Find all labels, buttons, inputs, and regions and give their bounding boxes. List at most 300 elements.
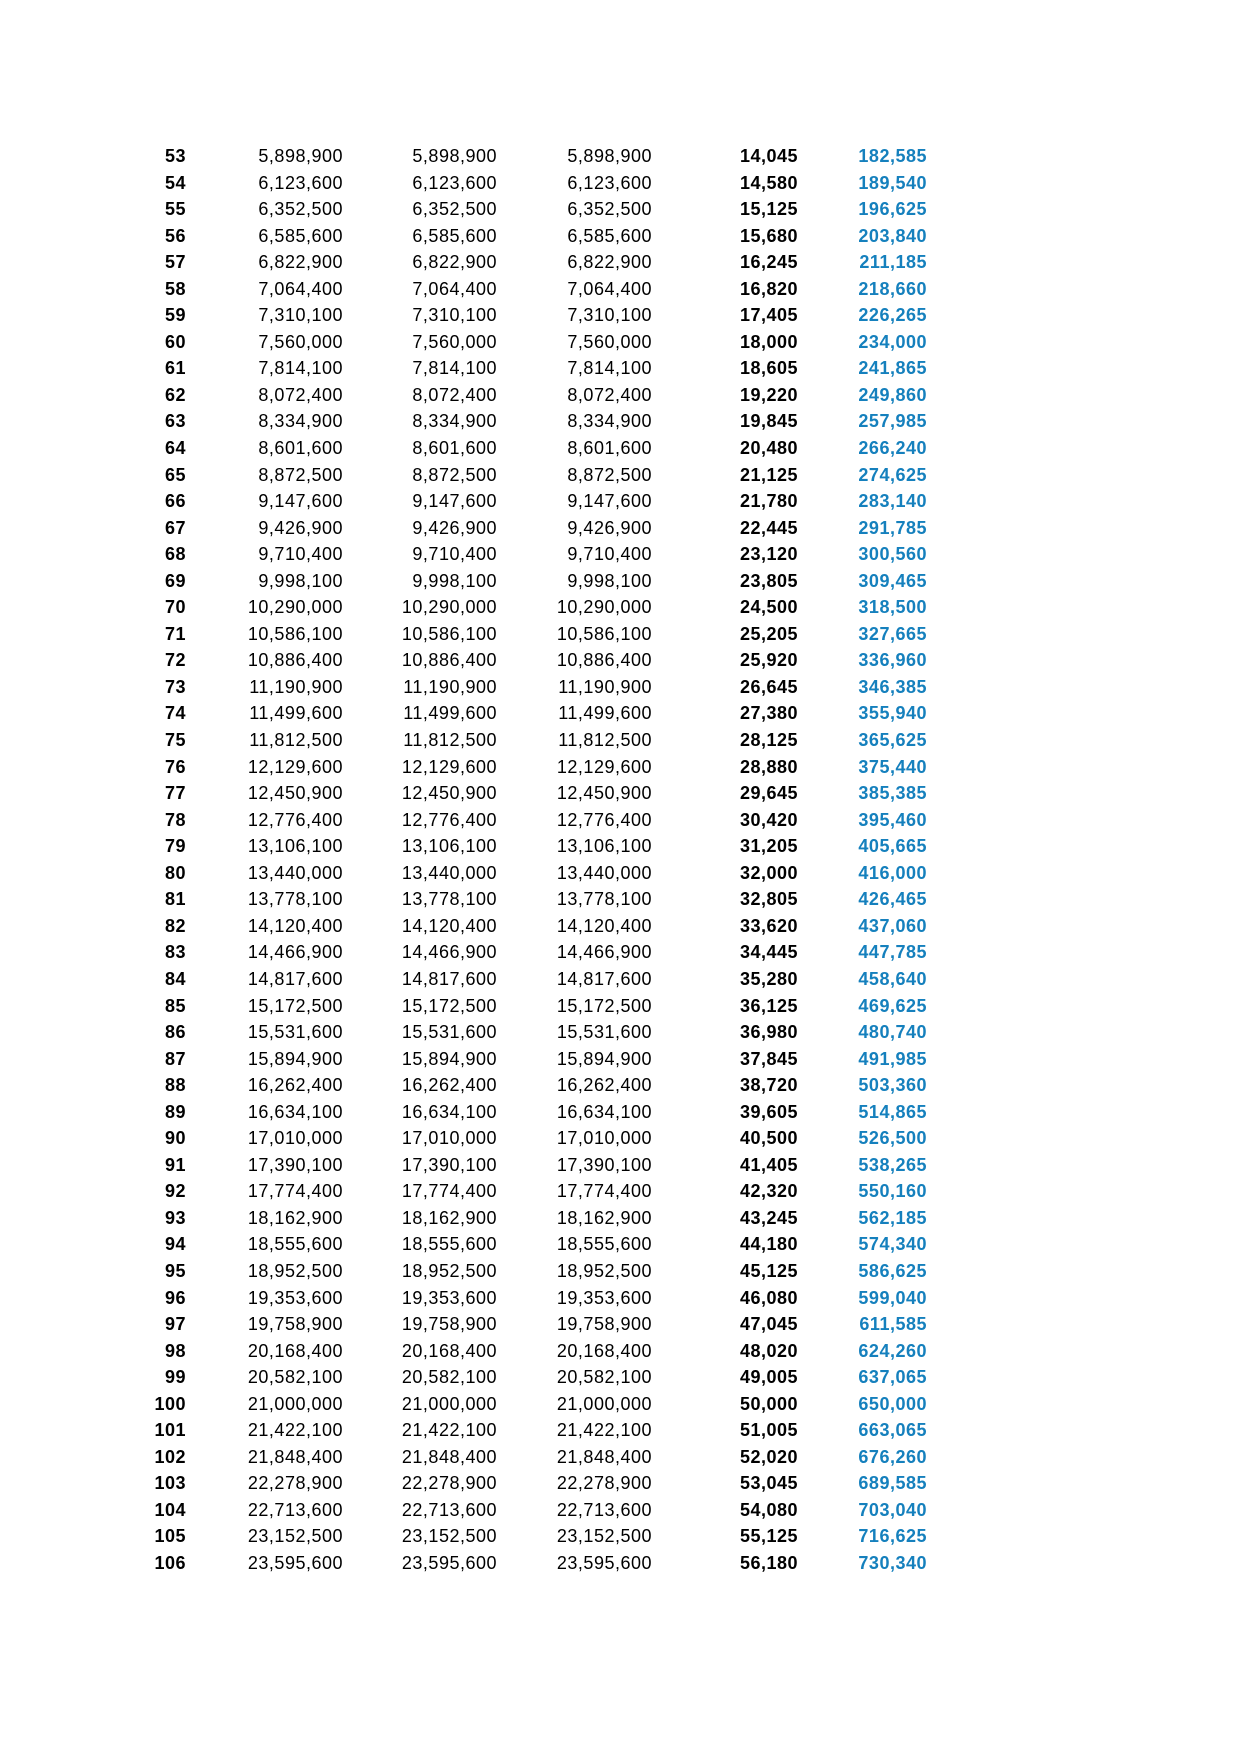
table-row — [0, 515, 927, 542]
value-col-1: 20,168,400 — [247, 1340, 343, 1361]
value-col-3: 15,894,900 — [556, 1048, 652, 1069]
value-col-1: 21,422,100 — [247, 1420, 343, 1441]
table-row — [0, 1550, 927, 1577]
bold-value: 48,020 — [739, 1340, 798, 1361]
value-col-1: 7,560,000 — [258, 331, 343, 352]
highlight-value: 257,985 — [858, 411, 927, 432]
highlight-value: 395,460 — [858, 809, 927, 830]
row-number: 57 — [164, 252, 186, 273]
value-col-1: 8,334,900 — [258, 411, 343, 432]
value-col-1: 10,586,100 — [247, 623, 343, 644]
value-col-3: 18,952,500 — [556, 1260, 652, 1281]
value-col-2: 17,010,000 — [401, 1128, 497, 1149]
value-col-3: 19,758,900 — [556, 1314, 652, 1335]
bold-value: 40,500 — [739, 1128, 798, 1149]
row-number: 97 — [164, 1314, 186, 1335]
highlight-value: 550,160 — [858, 1181, 927, 1202]
table-row — [0, 143, 927, 170]
bold-value: 33,620 — [739, 915, 798, 936]
value-col-2: 16,262,400 — [401, 1075, 497, 1096]
table-row — [0, 1125, 927, 1152]
highlight-value: 637,065 — [858, 1367, 927, 1388]
table-row — [0, 939, 927, 966]
table-row — [0, 1205, 927, 1232]
value-col-2: 9,426,900 — [412, 517, 497, 538]
bold-value: 19,220 — [739, 384, 798, 405]
table-row — [0, 993, 927, 1020]
value-col-3: 20,582,100 — [556, 1367, 652, 1388]
highlight-value: 586,625 — [858, 1260, 927, 1281]
bold-value: 16,820 — [739, 278, 798, 299]
value-col-2: 7,310,100 — [412, 305, 497, 326]
bold-value: 36,125 — [739, 995, 798, 1016]
value-col-2: 6,123,600 — [412, 172, 497, 193]
bold-value: 54,080 — [739, 1499, 798, 1520]
highlight-value: 274,625 — [858, 464, 927, 485]
bold-value: 53,045 — [739, 1473, 798, 1494]
value-col-1: 6,822,900 — [258, 252, 343, 273]
value-col-1: 12,776,400 — [247, 809, 343, 830]
value-col-3: 20,168,400 — [556, 1340, 652, 1361]
highlight-value: 624,260 — [858, 1340, 927, 1361]
bold-value: 44,180 — [739, 1234, 798, 1255]
bold-value: 29,645 — [739, 783, 798, 804]
highlight-value: 283,140 — [858, 491, 927, 512]
highlight-value: 336,960 — [858, 650, 927, 671]
value-col-2: 14,817,600 — [401, 968, 497, 989]
bold-value: 47,045 — [739, 1314, 798, 1335]
row-number: 93 — [164, 1207, 186, 1228]
value-col-3: 22,278,900 — [556, 1473, 652, 1494]
value-col-2: 17,390,100 — [401, 1154, 497, 1175]
bold-value: 16,245 — [739, 252, 798, 273]
bold-value: 20,480 — [739, 438, 798, 459]
value-col-3: 21,000,000 — [556, 1393, 652, 1414]
value-col-3: 7,310,100 — [567, 305, 652, 326]
highlight-value: 249,860 — [858, 384, 927, 405]
highlight-value: 182,585 — [858, 146, 927, 166]
value-col-2: 10,290,000 — [401, 597, 497, 618]
highlight-value: 650,000 — [858, 1393, 927, 1414]
table-row — [0, 1364, 927, 1391]
value-col-3: 22,713,600 — [556, 1499, 652, 1520]
value-col-1: 22,713,600 — [247, 1499, 343, 1520]
row-number: 71 — [164, 623, 186, 644]
table-row — [0, 302, 927, 329]
row-number: 104 — [154, 1499, 186, 1520]
value-col-1: 13,106,100 — [247, 836, 343, 857]
value-col-2: 13,778,100 — [401, 889, 497, 910]
value-col-2: 10,886,400 — [401, 650, 497, 671]
row-number: 59 — [164, 305, 186, 326]
table-row — [0, 886, 927, 913]
highlight-value: 226,265 — [858, 305, 927, 326]
value-col-1: 18,555,600 — [247, 1234, 343, 1255]
value-col-1: 14,120,400 — [247, 915, 343, 936]
value-col-2: 22,713,600 — [401, 1499, 497, 1520]
value-col-3: 16,634,100 — [556, 1101, 652, 1122]
value-col-2: 9,147,600 — [412, 491, 497, 512]
value-col-3: 21,848,400 — [556, 1446, 652, 1467]
highlight-value: 218,660 — [858, 278, 927, 299]
table-row — [0, 1019, 927, 1046]
row-number: 78 — [164, 809, 186, 830]
value-col-3: 13,778,100 — [556, 889, 652, 910]
row-number: 61 — [164, 358, 186, 379]
row-number: 62 — [164, 384, 186, 405]
table-row — [0, 249, 927, 276]
table-row — [0, 1046, 927, 1073]
bold-value: 36,980 — [739, 1022, 798, 1043]
row-number: 68 — [164, 544, 186, 565]
highlight-value: 241,865 — [858, 358, 927, 379]
table-row — [0, 276, 927, 303]
bold-value: 19,845 — [739, 411, 798, 432]
value-col-1: 19,758,900 — [247, 1314, 343, 1335]
value-col-3: 12,450,900 — [556, 783, 652, 804]
value-col-1: 21,848,400 — [247, 1446, 343, 1467]
value-col-2: 9,710,400 — [412, 544, 497, 565]
bold-value: 37,845 — [739, 1048, 798, 1069]
value-col-3: 13,106,100 — [556, 836, 652, 857]
table-row — [0, 621, 927, 648]
bold-value: 45,125 — [739, 1260, 798, 1281]
value-col-2: 6,585,600 — [412, 225, 497, 246]
row-number: 95 — [164, 1260, 186, 1281]
bold-value: 21,125 — [739, 464, 798, 485]
value-col-2: 7,814,100 — [412, 358, 497, 379]
value-col-3: 7,814,100 — [567, 358, 652, 379]
value-col-2: 18,952,500 — [401, 1260, 497, 1281]
bold-value: 27,380 — [739, 703, 798, 724]
row-number: 82 — [164, 915, 186, 936]
highlight-value: 365,625 — [858, 730, 927, 751]
bold-value: 21,780 — [739, 491, 798, 512]
value-col-3: 23,152,500 — [556, 1526, 652, 1547]
value-col-1: 7,064,400 — [258, 278, 343, 299]
highlight-value: 447,785 — [858, 942, 927, 963]
bold-value: 41,405 — [739, 1154, 798, 1175]
value-col-3: 19,353,600 — [556, 1287, 652, 1308]
highlight-value: 416,000 — [858, 862, 927, 883]
value-col-3: 15,172,500 — [556, 995, 652, 1016]
table-row — [0, 1497, 927, 1524]
value-col-1: 9,426,900 — [258, 517, 343, 538]
value-col-3: 8,872,500 — [567, 464, 652, 485]
value-col-1: 6,585,600 — [258, 225, 343, 246]
table-row — [0, 700, 927, 727]
table-row — [0, 462, 927, 489]
row-number: 55 — [164, 199, 186, 220]
value-col-2: 12,776,400 — [401, 809, 497, 830]
bold-value: 18,000 — [739, 331, 798, 352]
highlight-value: 375,440 — [858, 756, 927, 777]
value-col-3: 10,886,400 — [556, 650, 652, 671]
highlight-value: 676,260 — [858, 1446, 927, 1467]
value-col-3: 9,998,100 — [567, 570, 652, 591]
value-col-2: 15,172,500 — [401, 995, 497, 1016]
row-number: 60 — [164, 331, 186, 352]
table-row — [0, 727, 927, 754]
value-col-3: 9,426,900 — [567, 517, 652, 538]
value-col-1: 8,072,400 — [258, 384, 343, 405]
value-col-1: 14,466,900 — [247, 942, 343, 963]
value-col-3: 6,822,900 — [567, 252, 652, 273]
bold-value: 32,805 — [739, 889, 798, 910]
table-row — [0, 488, 927, 515]
row-number: 83 — [164, 942, 186, 963]
table-row — [0, 1231, 927, 1258]
table-row — [0, 860, 927, 887]
value-col-3: 7,064,400 — [567, 278, 652, 299]
row-number: 102 — [154, 1446, 186, 1467]
row-number: 58 — [164, 278, 186, 299]
highlight-value: 355,940 — [858, 703, 927, 724]
bold-value: 55,125 — [739, 1526, 798, 1547]
bold-value: 24,500 — [739, 597, 798, 618]
value-col-1: 10,886,400 — [247, 650, 343, 671]
bold-value: 26,645 — [739, 676, 798, 697]
row-number: 91 — [164, 1154, 186, 1175]
bold-value: 15,680 — [739, 225, 798, 246]
row-number: 67 — [164, 517, 186, 538]
bold-value: 25,920 — [739, 650, 798, 671]
value-col-1: 11,499,600 — [249, 703, 343, 724]
value-col-1: 11,190,900 — [249, 676, 343, 697]
value-col-2: 16,634,100 — [401, 1101, 497, 1122]
table-row — [0, 913, 927, 940]
table-row — [0, 196, 927, 223]
highlight-value: 491,985 — [858, 1048, 927, 1069]
value-col-3: 8,334,900 — [567, 411, 652, 432]
value-col-2: 21,422,100 — [401, 1420, 497, 1441]
value-col-1: 16,634,100 — [247, 1101, 343, 1122]
row-number: 77 — [164, 783, 186, 804]
value-col-2: 19,758,900 — [401, 1314, 497, 1335]
value-col-1: 21,000,000 — [247, 1393, 343, 1414]
table-row — [0, 647, 927, 674]
value-col-3: 8,072,400 — [567, 384, 652, 405]
table-row — [0, 1338, 927, 1365]
highlight-value: 291,785 — [858, 517, 927, 538]
value-col-1: 19,353,600 — [247, 1287, 343, 1308]
value-col-1: 8,872,500 — [258, 464, 343, 485]
value-col-1: 20,582,100 — [247, 1367, 343, 1388]
table-row — [0, 833, 927, 860]
value-col-1: 13,778,100 — [247, 889, 343, 910]
value-col-1: 9,998,100 — [258, 570, 343, 591]
row-number: 69 — [164, 570, 186, 591]
table-row — [0, 568, 927, 595]
value-col-2: 21,848,400 — [401, 1446, 497, 1467]
value-col-3: 18,162,900 — [556, 1207, 652, 1228]
highlight-value: 689,585 — [858, 1473, 927, 1494]
value-col-2: 8,072,400 — [412, 384, 497, 405]
table-row — [0, 1470, 927, 1497]
highlight-value: 574,340 — [858, 1234, 927, 1255]
value-col-3: 5,898,900 — [567, 146, 652, 166]
highlight-value: 611,585 — [859, 1314, 927, 1335]
value-col-2: 11,499,600 — [403, 703, 497, 724]
bold-value: 14,580 — [739, 172, 798, 193]
table-row — [0, 674, 927, 701]
bold-value: 31,205 — [739, 836, 798, 857]
value-col-3: 14,817,600 — [556, 968, 652, 989]
value-col-2: 12,129,600 — [401, 756, 497, 777]
value-col-2: 18,162,900 — [401, 1207, 497, 1228]
row-number: 56 — [164, 225, 186, 246]
bold-value: 23,805 — [739, 570, 798, 591]
row-number: 87 — [164, 1048, 186, 1069]
value-col-3: 12,776,400 — [556, 809, 652, 830]
value-col-2: 14,120,400 — [401, 915, 497, 936]
row-number: 105 — [154, 1526, 186, 1547]
row-number: 99 — [164, 1367, 186, 1388]
value-col-1: 7,814,100 — [258, 358, 343, 379]
value-col-2: 15,894,900 — [401, 1048, 497, 1069]
row-number: 79 — [164, 836, 186, 857]
row-number: 66 — [164, 491, 186, 512]
highlight-value: 426,465 — [858, 889, 927, 910]
row-number: 70 — [164, 597, 186, 618]
row-number: 72 — [164, 650, 186, 671]
row-number: 75 — [164, 730, 186, 751]
bold-value: 43,245 — [739, 1207, 798, 1228]
value-col-1: 13,440,000 — [247, 862, 343, 883]
highlight-value: 211,185 — [859, 252, 927, 273]
row-number: 98 — [164, 1340, 186, 1361]
table-row — [0, 223, 927, 250]
table-row — [0, 355, 927, 382]
value-col-3: 12,129,600 — [556, 756, 652, 777]
value-col-1: 18,952,500 — [247, 1260, 343, 1281]
table-row — [0, 382, 927, 409]
value-col-1: 8,601,600 — [258, 438, 343, 459]
row-number: 96 — [164, 1287, 186, 1308]
table-row — [0, 408, 927, 435]
bold-value: 35,280 — [739, 968, 798, 989]
bold-value: 51,005 — [739, 1420, 798, 1441]
row-number: 53 — [164, 146, 186, 166]
value-col-3: 21,422,100 — [556, 1420, 652, 1441]
value-col-2: 22,278,900 — [401, 1473, 497, 1494]
row-number: 101 — [154, 1420, 186, 1441]
value-col-2: 8,601,600 — [412, 438, 497, 459]
highlight-value: 266,240 — [858, 438, 927, 459]
highlight-value: 437,060 — [858, 915, 927, 936]
value-col-2: 15,531,600 — [401, 1022, 497, 1043]
value-col-2: 23,595,600 — [401, 1552, 497, 1573]
bold-value: 49,005 — [739, 1367, 798, 1388]
row-number: 103 — [154, 1473, 186, 1494]
row-number: 92 — [164, 1181, 186, 1202]
value-col-2: 17,774,400 — [401, 1181, 497, 1202]
value-col-3: 7,560,000 — [567, 331, 652, 352]
value-col-1: 17,390,100 — [247, 1154, 343, 1175]
table-row — [0, 1072, 927, 1099]
value-col-2: 21,000,000 — [401, 1393, 497, 1414]
table-row — [0, 541, 927, 568]
row-number: 94 — [164, 1234, 186, 1255]
bold-value: 56,180 — [739, 1552, 798, 1573]
row-number: 73 — [164, 676, 186, 697]
value-col-2: 11,812,500 — [403, 730, 497, 751]
row-number: 100 — [154, 1393, 186, 1414]
highlight-value: 385,385 — [858, 783, 927, 804]
value-col-3: 8,601,600 — [567, 438, 652, 459]
highlight-value: 730,340 — [858, 1552, 927, 1573]
highlight-value: 327,665 — [858, 623, 927, 644]
table-row — [0, 754, 927, 781]
highlight-value: 458,640 — [858, 968, 927, 989]
row-number: 65 — [164, 464, 186, 485]
value-col-2: 19,353,600 — [401, 1287, 497, 1308]
value-col-1: 5,898,900 — [258, 146, 343, 166]
row-number: 63 — [164, 411, 186, 432]
value-col-3: 17,390,100 — [556, 1154, 652, 1175]
value-col-3: 16,262,400 — [556, 1075, 652, 1096]
table-row — [0, 1444, 927, 1471]
highlight-value: 503,360 — [858, 1075, 927, 1096]
value-col-3: 15,531,600 — [556, 1022, 652, 1043]
value-col-2: 11,190,900 — [403, 676, 497, 697]
value-col-1: 15,172,500 — [247, 995, 343, 1016]
table-row — [0, 807, 927, 834]
table-row — [0, 329, 927, 356]
bold-value: 46,080 — [739, 1287, 798, 1308]
value-col-3: 10,586,100 — [556, 623, 652, 644]
value-col-3: 17,774,400 — [556, 1181, 652, 1202]
value-col-3: 14,466,900 — [556, 942, 652, 963]
bold-value: 22,445 — [739, 517, 798, 538]
row-number: 84 — [164, 968, 186, 989]
value-col-1: 9,147,600 — [258, 491, 343, 512]
table-row — [0, 780, 927, 807]
highlight-value: 538,265 — [858, 1154, 927, 1175]
value-col-2: 9,998,100 — [412, 570, 497, 591]
highlight-value: 716,625 — [858, 1526, 927, 1547]
bold-value: 25,205 — [739, 623, 798, 644]
number-table — [0, 143, 927, 1577]
table-row — [0, 1285, 927, 1312]
bold-value: 30,420 — [739, 809, 798, 830]
row-number: 76 — [164, 756, 186, 777]
bold-value: 34,445 — [739, 942, 798, 963]
value-col-2: 8,872,500 — [412, 464, 497, 485]
value-col-1: 12,129,600 — [247, 756, 343, 777]
value-col-1: 15,531,600 — [247, 1022, 343, 1043]
value-col-3: 6,585,600 — [567, 225, 652, 246]
value-col-3: 6,123,600 — [567, 172, 652, 193]
value-col-2: 10,586,100 — [401, 623, 497, 644]
highlight-value: 480,740 — [858, 1022, 927, 1043]
value-col-1: 6,123,600 — [258, 172, 343, 193]
row-number: 80 — [164, 862, 186, 883]
value-col-2: 5,898,900 — [412, 146, 497, 166]
value-col-1: 7,310,100 — [258, 305, 343, 326]
table-row — [0, 1099, 927, 1126]
table-row — [0, 435, 927, 462]
bold-value: 14,045 — [739, 146, 798, 166]
value-col-1: 22,278,900 — [247, 1473, 343, 1494]
bold-value: 32,000 — [739, 862, 798, 883]
bold-value: 28,125 — [739, 730, 798, 751]
table-row — [0, 170, 927, 197]
bold-value: 39,605 — [739, 1101, 798, 1122]
highlight-value: 196,625 — [858, 199, 927, 220]
bold-value: 42,320 — [739, 1181, 798, 1202]
value-col-1: 9,710,400 — [258, 544, 343, 565]
